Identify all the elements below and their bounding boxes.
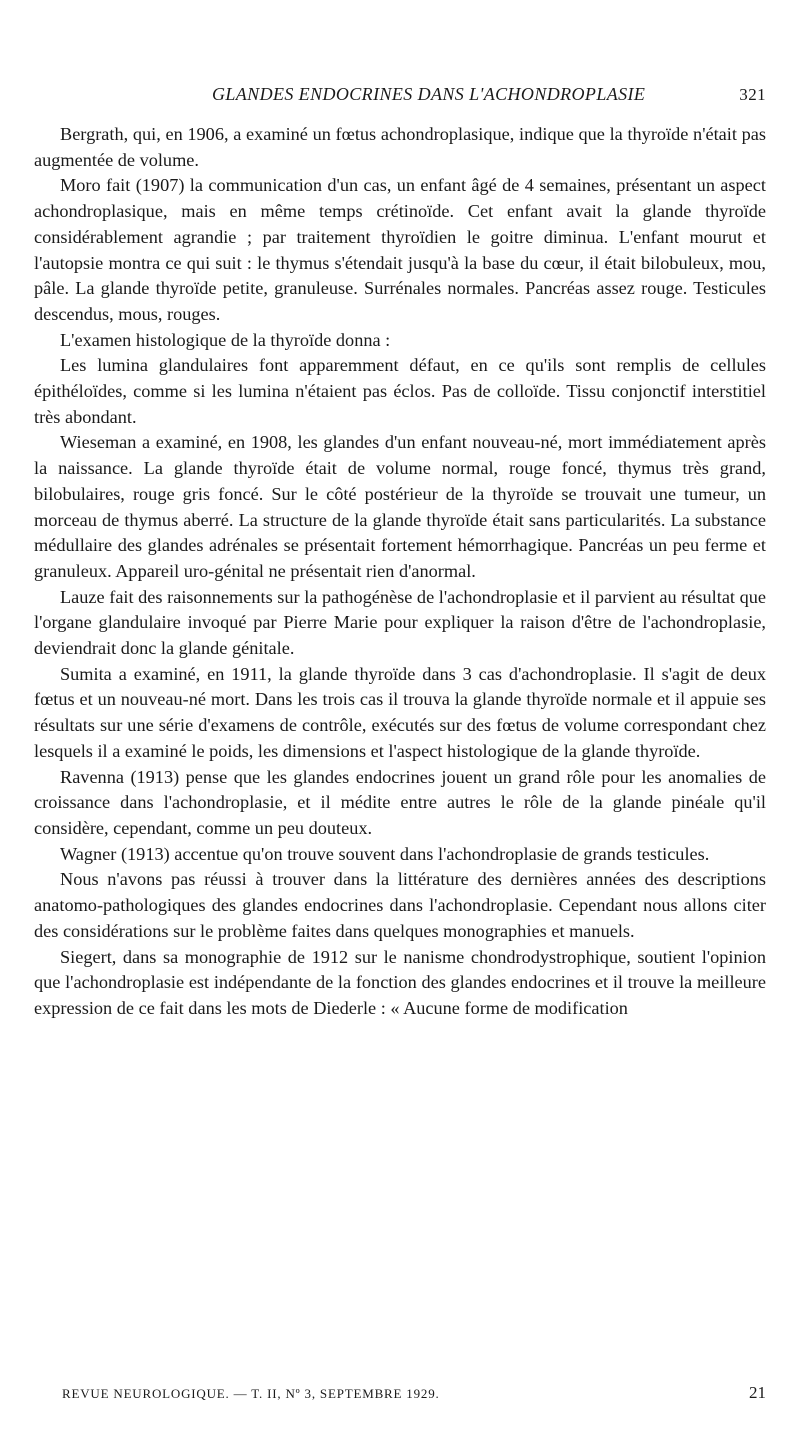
journal-reference: REVUE NEUROLOGIQUE. — T. II, Nº 3, SEPTEMBRE 1929. [62,1386,440,1401]
paragraph: Nous n'avons pas réussi à trouver dans la littérature des dernières années des descriptions anatomo-pathologiques des glandes endocrines dans l'achondroplasie. Cependant nous allons citer des considérations sur le problème faites dans quelques monographies et manuels. [34,869,766,941]
running-title: GLANDES ENDOCRINES DANS L'ACHONDROPLASIE [211,84,646,104]
paragraph: Les lumina glandulaires font apparemment défaut, en ce qu'ils sont remplis de cellules épithéloïdes, comme si les lumina n'étaient pas éclos. Pas de colloïde. Tissu conjonctif interstitiel très abondant. [34,355,766,427]
page-footer [62,1383,766,1403]
paragraph: Bergrath, qui, en 1906, a examiné un fœtus achondroplasique, indique que la thyroïde n'était pas augmentée de volume. [34,124,766,170]
paragraph: Moro fait (1907) la communication d'un cas, un enfant âgé de 4 semaines, présentant un aspect achondroplasique, mais en même temps crétinoïde. Cet enfant avait la glande thyroïde considérablement agrandie ; par traitement thyroïdien le goitre diminua. L'enfant mourut et l'autopsie montra ce qui suit : le thymus s'étendait jusqu'à la base du cœur, il était bilobuleux, mou, pâle. La glande thyroïde petite, granuleuse. Surrénales normales. Pancréas assez rouge. Testicules descendus, mous, rouges. [34,175,766,324]
paragraph: Wagner (1913) accentue qu'on trouve souvent dans l'achondroplasie de grands testicules. [60,843,710,864]
running-header [118,84,766,105]
paragraph: Ravenna (1913) pense que les glandes endocrines jouent un grand rôle pour les anomalies de croissance dans l'achondroplasie, et il médite entre autres le rôle de la glande pinéale qu'il considère, cependant, comme un peu douteux. [34,766,766,838]
paragraph: Lauze fait des raisonnements sur la pathogénèse de l'achondroplasie et il parvient au résultat que l'organe glandulaire invoqué par Pierre Marie pour expliquer la raison d'être de l'achondroplasie, deviendrait donc la glande génitale. [34,586,766,659]
page-number: 321 [739,85,766,104]
signature-mark: 21 [749,1383,766,1402]
body-text [34,122,766,1022]
paragraph: Sumita a examiné, en 1911, la glande thyroïde dans 3 cas d'achondroplasie. Il s'agit de deux fœtus et un nouveau-né mort. Dans les trois cas il trouva la glande thyroïde normale et il appuie ses résultats sur une série d'examens de contrôle, exécutés sur des fœtus de volume correspondant chez lesquels il a examiné le poids, les dimensions et l'aspect histologique de la glande thyroïde. [34,663,766,761]
paragraph: Siegert, dans sa monographie de 1912 sur le nanisme chondrodystrophique, soutient l'opinion que l'achondroplasie est indépendante de la fonction des glandes endocrines et il trouve la meilleure expression de ce fait dans les mots de Diederle : « Aucune forme de modification [34,946,766,1018]
paragraph: L'examen histologique de la thyroïde donna : [60,329,391,350]
paragraph: Wieseman a examiné, en 1908, les glandes d'un enfant nouveau-né, mort immédiatement après la naissance. La glande thyroïde était de volume normal, rouge foncé, thymus très grand, bilobulaires, rouge gris foncé. Sur le côté postérieur de la thyroïde se trouvait une tumeur, un morceau de thymus aberré. La structure de la glande thyroïde était sans particularités. La substance médullaire des glandes adrénales se présentait fortement hémorrhagique. Pancréas un peu ferme et granuleux. Appareil uro-génital ne présentait rien d'anormal. [34,432,766,581]
